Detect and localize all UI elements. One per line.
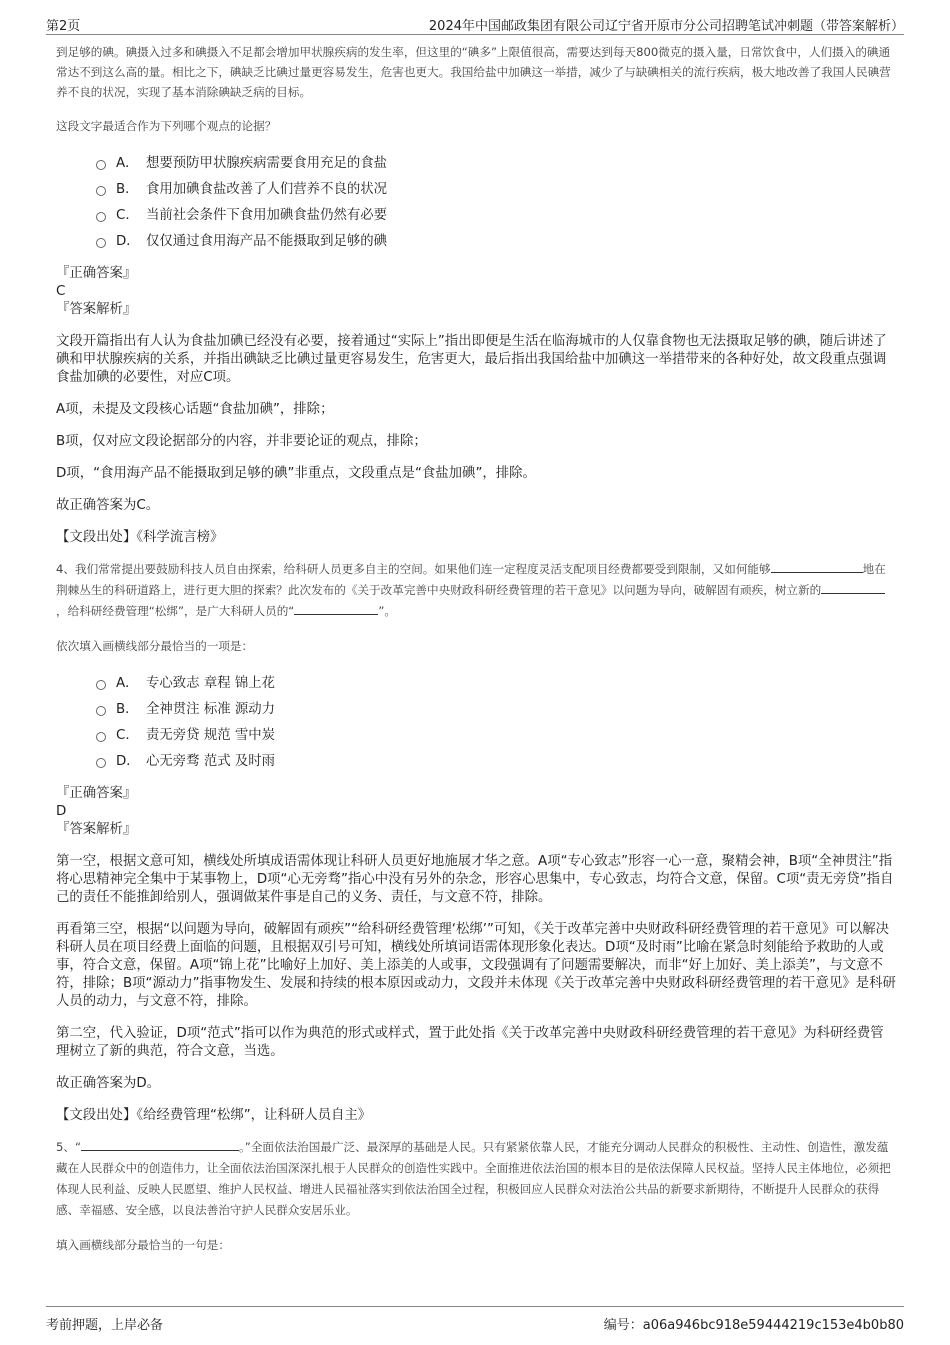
radio-icon[interactable] <box>96 160 106 170</box>
q3-answer: C <box>56 284 66 299</box>
q4-analysis-3: 第二空，代入验证，D项“范式”指可以作为典范的形式或样式，置于此处指《关于改革完善中央财政科研经费管理的若干意见》为科研经费管理树立了新的典范，符合文意，当选。 <box>56 1026 884 1059</box>
q3-analysis-3: B项，仅对应文段论据部分的内容，并非要论证的观点，排除； <box>56 434 427 449</box>
q3-source: 【文段出处】《科学流言榜》 <box>56 530 224 545</box>
footer-slogan: 考前押题，上岸必备 <box>46 1318 164 1333</box>
q4-option-c[interactable]: C． 责无旁贷 规范 雪中炭 <box>96 723 896 749</box>
q5-stem: 5、“ 。”全面依法治国最广泛、最深厚的基础是人民。只有紧紧依靠人民，才能充分调动人民群众的积极性、主动性、创造性，激发蕴藏在人民群众中的创造伟力，让全面依法治国深深扎根于人民群众的创造性实践中。全面推进依法治国的根本目的是依法保障人民权益。坚持人民主体地位，必须把体现人民利益、反映人民愿望、维护人民权益、增进人民福祉落实到依法治国全过程，积极回应人民群众对法治公共品的新要求新期待，不断提升人民群众的获得感、幸福感、安全感，以良法善治守护人民群众安居乐业。 <box>56 1137 896 1221</box>
q4-blank-2 <box>821 580 885 594</box>
q4-stem: 4、我们常常提出要鼓励科技人员自由探索，给科研人员更多自主的空间。如果他们连一定程度灵活支配项目经费都要受到限制，又如何能够 地在荆棘丛生的科研道路上，进行更大胆的探索？此次发布的《关于改革完善中央财政科研经费管理的若干意见》以问题为导向，破解固有顽疾，树立新的，给科研经费管理“松绑”，是广大科研人员的“ ”。 <box>56 559 896 622</box>
q3-analysis-label: 『答案解析』 <box>56 302 137 317</box>
q4-analysis-1: 第一空，根据文意可知，横线处所填成语需体现让科研人员更好地施展才华之意。A项“专心致志”形容一心一意，聚精会神，B项“全神贯注”指将心思精神完全集中于某事物上，D项“心无旁骛”指心中没有另外的杂念，形容心思集中，专心致志，均符合文意，保留。C项“责无旁贷”指自己的责任不能推卸给别人，强调做某件事是自己的义务、责任，与文意不符，排除。 <box>56 854 894 905</box>
radio-icon[interactable] <box>96 680 106 690</box>
q3-passage: 到足够的碘。碘摄入过多和碘摄入不足都会增加甲状腺疾病的发生率，但这里的“碘多”上限值很高，需要达到每天800微克的摄入量，日常饮食中，人们摄入的碘通常达不到这么高的量。相比之下，碘缺乏比碘过量更容易发生，危害也更大。我国给盐中加碘这一举措，减少了与缺碘相关的流行疾病，极大地改善了我国人民碘营养不良的状况，实现了基本消除碘缺乏病的目标。 <box>56 45 891 99</box>
q4-analysis-4: 故正确答案为D。 <box>56 1076 161 1091</box>
radio-icon[interactable] <box>96 238 106 248</box>
page-header <box>46 12 904 35</box>
q5-blank <box>81 1137 239 1151</box>
q5-question: 填入画横线部分最恰当的一句是： <box>56 1238 230 1252</box>
radio-icon[interactable] <box>96 186 106 196</box>
q4-analysis-label: 『答案解析』 <box>56 822 137 837</box>
radio-icon[interactable] <box>96 212 106 222</box>
q3-option-d[interactable]: D． 仅仅通过食用海产品不能摄取到足够的碘 <box>96 229 896 255</box>
radio-icon[interactable] <box>96 732 106 742</box>
radio-icon[interactable] <box>96 706 106 716</box>
document-title: 2024年中国邮政集团有限公司辽宁省开原市分公司招聘笔试冲刺题（带答案解析） <box>428 19 904 34</box>
q3-answer-label: 『正确答案』 <box>56 266 137 281</box>
q4-option-a[interactable]: A． 专心致志 章程 锦上花 <box>96 671 896 697</box>
q3-analysis-5: 故正确答案为C。 <box>56 498 160 513</box>
q3-question: 这段文字最适合作为下列哪个观点的论据？ <box>56 119 277 133</box>
radio-icon[interactable] <box>96 758 106 768</box>
page-footer <box>46 1306 904 1331</box>
document-id: 编号：a06a946bc918e59444219c153e4b0b80 <box>603 1318 904 1333</box>
q3-analysis-2: A项，未提及文段核心话题“食盐加碘”，排除； <box>56 402 334 417</box>
q4-blank-3 <box>294 601 378 615</box>
q4-option-b[interactable]: B． 全神贯注 标准 源动力 <box>96 697 896 723</box>
q3-analysis-1: 文段开篇指出有人认为食盐加碘已经没有必要，接着通过“实际上”指出即便是生活在临海城市的人仅靠食物也无法摄取足够的碘，随后讲述了碘和甲状腺疾病的关系，并指出碘缺乏比碘过量更容易发生，危害更大，最后指出我国给盐中加碘这一举措带来的各种好处，故文段重点强调食盐加碘的必要性，对应C项。 <box>56 334 887 385</box>
q3-option-c[interactable]: C． 当前社会条件下食用加碘食盐仍然有必要 <box>96 203 896 229</box>
q4-question: 依次填入画横线部分最恰当的一项是： <box>56 639 254 653</box>
q4-option-d[interactable]: D． 心无旁骛 范式 及时雨 <box>96 749 896 775</box>
q4-options <box>96 671 896 775</box>
q4-answer-label: 『正确答案』 <box>56 786 137 801</box>
document-body <box>56 42 896 1256</box>
q4-blank-1 <box>771 559 863 573</box>
q3-option-b[interactable]: B． 食用加碘食盐改善了人们营养不良的状况 <box>96 177 896 203</box>
q3-options <box>96 151 896 255</box>
q3-analysis-4: D项，“食用海产品不能摄取到足够的碘”非重点，文段重点是“食盐加碘”，排除。 <box>56 466 536 481</box>
q4-analysis-2: 再看第三空，根据“以问题为导向，破解固有顽疾”“给科研经费管理‘松绑’”可知，《关于改革完善中央财政科研经费管理的若干意见》可以解决科研人员在项目经费上面临的问题，且根据双引号可知，横线处所填词语需体现形象化表达。D项“及时雨”比喻在紧急时刻能给予救助的人或事，符合文意，保留。A项“锦上花”比喻好上加好、美上添美的人或事，文段强调有了问题需要解决，而非“好上加好、美上添美”，与文意不符，排除；B项“源动力”指事物发生、发展和持续的根本原因或动力，文段并未体现《关于改革完善中央财政科研经费管理的若干意见》是科研人员的动力，与文意不符，排除。 <box>56 922 896 1009</box>
page-number: 第2页 <box>46 19 81 34</box>
q4-answer: D <box>56 804 67 819</box>
q3-option-a[interactable]: A． 想要预防甲状腺疾病需要食用充足的食盐 <box>96 151 896 177</box>
q4-source: 【文段出处】《给经费管理“松绑”，让科研人员自主》 <box>56 1108 372 1123</box>
